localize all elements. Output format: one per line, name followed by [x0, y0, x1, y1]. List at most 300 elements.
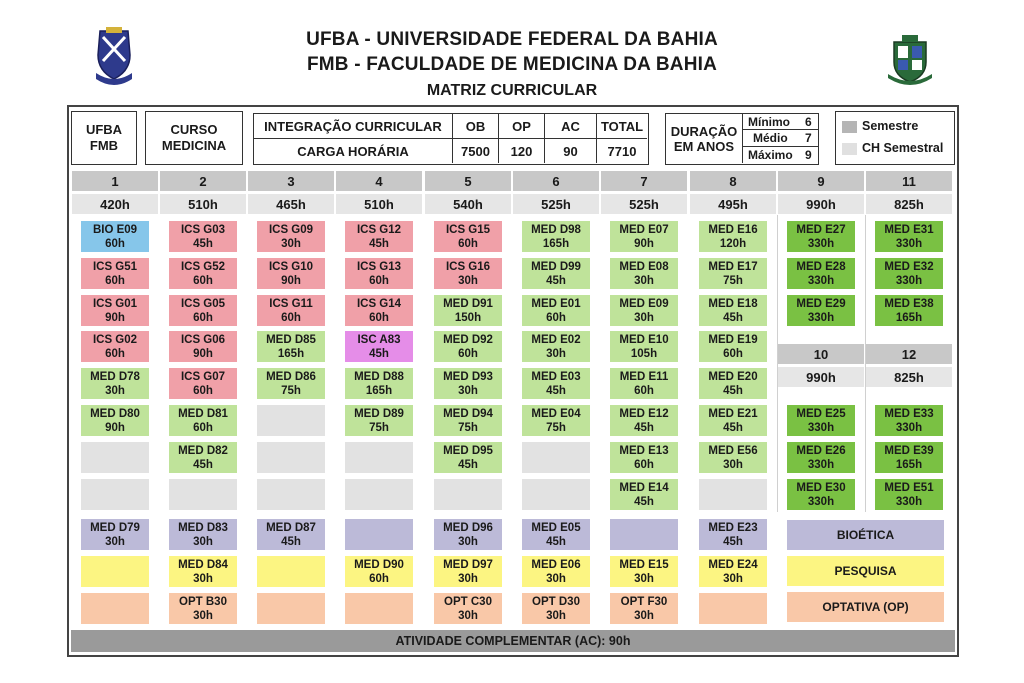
course-cell	[81, 519, 149, 550]
medio-label: Médio	[753, 131, 788, 145]
course-hours: 30h	[458, 535, 478, 548]
course-hours: 330h	[807, 495, 835, 508]
semester-number: 11	[865, 170, 953, 192]
course-cell	[345, 331, 413, 362]
course-cell	[257, 295, 325, 326]
course-hours: 330h	[895, 237, 923, 250]
ufba-fmb-box	[71, 111, 137, 165]
semester-number: 2	[159, 170, 247, 192]
course-hours: 30h	[281, 237, 301, 250]
course-hours: 60h	[723, 347, 743, 360]
course-cell	[522, 331, 590, 362]
empty-cell	[257, 405, 325, 436]
semester-hours: 525h	[512, 193, 600, 215]
course-code: MED E38	[884, 297, 934, 310]
course-code: MED E09	[619, 297, 669, 310]
course-hours: 30h	[723, 458, 743, 471]
course-hours: 75h	[723, 274, 743, 287]
course-hours: 60h	[546, 311, 566, 324]
course-hours: 30h	[546, 609, 566, 622]
course-hours: 75h	[458, 421, 478, 434]
course-code: MED E08	[619, 260, 669, 273]
maximo-label: Máximo	[748, 148, 793, 162]
medio-value: 7	[805, 131, 812, 145]
course-hours: 60h	[193, 311, 213, 324]
semester-hours: 510h	[335, 193, 423, 215]
course-hours: 45h	[723, 384, 743, 397]
course-code: MED E25	[796, 407, 846, 420]
empty-cell	[257, 593, 325, 624]
semester-number: 1	[71, 170, 159, 192]
internship-cell	[787, 405, 855, 436]
course-cell	[169, 593, 237, 624]
course-hours: 45h	[634, 421, 654, 434]
total-value: 7710	[597, 139, 647, 163]
course-cell	[257, 368, 325, 399]
ch-swatch	[842, 143, 857, 155]
semester-hours: 525h	[600, 193, 688, 215]
course-hours: 30h	[193, 572, 213, 585]
course-cell	[610, 331, 678, 362]
empty-cell	[522, 442, 590, 473]
course-hours: 45h	[281, 535, 301, 548]
course-cell	[345, 295, 413, 326]
course-cell	[610, 479, 678, 510]
course-code: MED E20	[708, 370, 758, 383]
empty-cell	[81, 442, 149, 473]
course-code: MED E01	[531, 297, 581, 310]
course-code: MED D90	[354, 558, 404, 571]
course-code: MED E56	[708, 444, 758, 457]
course-code: MED E23	[708, 521, 758, 534]
course-cell	[610, 593, 678, 624]
course-code: MED E51	[884, 481, 934, 494]
course-hours: 30h	[193, 609, 213, 622]
course-hours: 60h	[458, 237, 478, 250]
duration-label	[666, 114, 742, 163]
course-code: ICS G10	[268, 260, 314, 273]
course-cell	[257, 221, 325, 252]
course-code: MED E28	[796, 260, 846, 273]
course-hours: 75h	[281, 384, 301, 397]
course-cell	[257, 258, 325, 289]
course-hours: 60h	[105, 347, 125, 360]
internship-cell	[875, 442, 943, 473]
course-cell	[257, 519, 325, 550]
course-hours: 165h	[895, 311, 923, 324]
course-code: MED D96	[443, 521, 493, 534]
course-code: MED E39	[884, 444, 934, 457]
empty-cell	[257, 479, 325, 510]
course-cell	[345, 221, 413, 252]
fmb-label: FMB	[89, 138, 119, 153]
course-cell	[169, 295, 237, 326]
course-hours: 120h	[719, 237, 747, 250]
legend-box	[835, 111, 955, 165]
course-cell	[81, 405, 149, 436]
ufba-logo	[90, 25, 138, 91]
course-code: OPT C30	[444, 595, 492, 608]
maximo-row	[743, 147, 818, 163]
course-code: MED E24	[708, 558, 758, 571]
course-cell	[699, 368, 767, 399]
course-cell	[81, 368, 149, 399]
course-cell	[434, 368, 502, 399]
course-cell	[169, 442, 237, 473]
course-cell	[169, 519, 237, 550]
empty-cell	[81, 593, 149, 624]
integration-table	[253, 113, 649, 165]
atividade-complementar-bar: ATIVIDADE COMPLEMENTAR (AC): 90h	[71, 630, 955, 652]
course-hours: 45h	[723, 421, 743, 434]
course-hours: 60h	[105, 274, 125, 287]
course-cell	[699, 221, 767, 252]
semester-number: 10	[777, 343, 865, 365]
course-cell	[610, 405, 678, 436]
course-code: MED D78	[90, 370, 140, 383]
ufba-label: UFBA	[85, 122, 123, 137]
course-cell	[81, 331, 149, 362]
optativa-bar: OPTATIVA (OP)	[787, 592, 944, 622]
course-code: MED D98	[531, 223, 581, 236]
internship-cell	[875, 479, 943, 510]
course-code: ICS G01	[92, 297, 138, 310]
course-cell	[610, 295, 678, 326]
course-cell	[434, 258, 502, 289]
course-code: ISC A83	[357, 333, 401, 346]
internship-cell	[787, 479, 855, 510]
university-title: UFBA - UNIVERSIDADE FEDERAL DA BAHIA	[306, 29, 718, 50]
course-hours: 30h	[193, 535, 213, 548]
course-hours: 30h	[105, 535, 125, 548]
internship-cell	[787, 295, 855, 326]
duration-values	[742, 114, 817, 163]
course-code: MED D99	[531, 260, 581, 273]
course-hours: 60h	[369, 311, 389, 324]
course-code: MED E03	[531, 370, 581, 383]
course-cell	[257, 331, 325, 362]
semester-number: 12	[865, 343, 953, 365]
course-hours: 45h	[546, 384, 566, 397]
bioetica-bar: BIOÉTICA	[787, 520, 944, 550]
course-code: MED E21	[708, 407, 758, 420]
semester-number: 6	[512, 170, 600, 192]
course-code: MED E02	[531, 333, 581, 346]
course-code: ICS G02	[92, 333, 138, 346]
course-hours: 330h	[807, 421, 835, 434]
course-hours: 330h	[807, 274, 835, 287]
course-cell	[522, 258, 590, 289]
course-hours: 75h	[369, 421, 389, 434]
course-code: MED D86	[266, 370, 316, 383]
course-cell	[699, 258, 767, 289]
course-cell	[699, 556, 767, 587]
course-cell	[522, 368, 590, 399]
course-code: ICS G16	[445, 260, 491, 273]
column-divider	[777, 215, 778, 512]
course-cell	[522, 405, 590, 436]
course-hours: 330h	[895, 274, 923, 287]
course-cell	[699, 331, 767, 362]
course-cell	[345, 405, 413, 436]
empty-cell	[345, 519, 413, 550]
course-hours: 60h	[193, 274, 213, 287]
course-cell	[522, 295, 590, 326]
course-cell	[522, 519, 590, 550]
semester-hours: 540h	[424, 193, 512, 215]
internship-cell	[787, 221, 855, 252]
course-code: ICS G09	[268, 223, 314, 236]
course-hours: 30h	[458, 609, 478, 622]
course-code: MED E31	[884, 223, 934, 236]
minimo-value: 6	[805, 115, 812, 129]
course-hours: 30h	[458, 274, 478, 287]
empty-cell	[257, 556, 325, 587]
course-hours: 165h	[277, 347, 305, 360]
course-code: ICS G51	[92, 260, 138, 273]
course-hours: 75h	[546, 421, 566, 434]
course-cell	[699, 405, 767, 436]
ch-legend-label: CH Semestral	[862, 141, 944, 155]
course-cell	[610, 221, 678, 252]
course-hours: 45h	[369, 347, 389, 360]
course-hours: 45h	[458, 458, 478, 471]
course-hours: 30h	[634, 609, 654, 622]
course-code: MED E30	[796, 481, 846, 494]
course-code: MED E27	[796, 223, 846, 236]
empty-cell	[81, 479, 149, 510]
course-cell	[434, 593, 502, 624]
course-hours: 90h	[193, 347, 213, 360]
course-cell	[699, 442, 767, 473]
course-code: MED E32	[884, 260, 934, 273]
course-hours: 105h	[630, 347, 658, 360]
course-code: MED D80	[90, 407, 140, 420]
empty-cell	[345, 593, 413, 624]
course-hours: 165h	[365, 384, 393, 397]
maximo-value: 9	[805, 148, 812, 162]
course-code: ICS G06	[180, 333, 226, 346]
course-hours: 45h	[723, 311, 743, 324]
course-code: MED E11	[619, 370, 669, 383]
em-anos-text: EM ANOS	[673, 138, 735, 154]
course-code: MED E12	[619, 407, 669, 420]
course-hours: 150h	[454, 311, 482, 324]
internship-cell	[787, 442, 855, 473]
course-code: MED E29	[796, 297, 846, 310]
empty-cell	[522, 479, 590, 510]
course-code: MED D85	[266, 333, 316, 346]
course-cell	[522, 556, 590, 587]
course-hours: 330h	[895, 421, 923, 434]
course-cell	[610, 556, 678, 587]
curso-box	[145, 111, 243, 165]
course-code: OPT D30	[532, 595, 580, 608]
empty-cell	[699, 479, 767, 510]
course-code: ICS G13	[356, 260, 402, 273]
course-code: MED D83	[178, 521, 228, 534]
course-code: MED E17	[708, 260, 758, 273]
course-cell	[610, 258, 678, 289]
course-cell	[169, 331, 237, 362]
course-code: MED E04	[531, 407, 581, 420]
course-code: MED E26	[796, 444, 846, 457]
course-code: MED E07	[619, 223, 669, 236]
course-cell	[169, 368, 237, 399]
semester-hours: 825h	[865, 366, 953, 388]
course-code: ICS G07	[180, 370, 226, 383]
course-code: ICS G15	[445, 223, 491, 236]
semester-number: 7	[600, 170, 688, 192]
integracao-label: INTEGRAÇÃO CURRICULAR	[254, 114, 453, 139]
course-hours: 60h	[193, 384, 213, 397]
course-code: MED E33	[884, 407, 934, 420]
course-code: MED E19	[708, 333, 758, 346]
course-hours: 45h	[723, 535, 743, 548]
course-hours: 60h	[634, 384, 654, 397]
semester-hours: 495h	[689, 193, 777, 215]
course-hours: 90h	[105, 421, 125, 434]
course-code: MED D97	[443, 558, 493, 571]
course-hours: 60h	[634, 458, 654, 471]
course-cell	[169, 405, 237, 436]
page-title: MATRIZ CURRICULAR	[426, 82, 598, 99]
course-hours: 30h	[105, 384, 125, 397]
course-cell	[699, 519, 767, 550]
semester-hours: 990h	[777, 193, 865, 215]
course-hours: 330h	[807, 237, 835, 250]
course-code: MED E16	[708, 223, 758, 236]
duracao-text: DURAÇÃO	[670, 123, 738, 139]
course-cell	[345, 556, 413, 587]
course-code: MED E15	[619, 558, 669, 571]
empty-cell	[81, 556, 149, 587]
course-cell	[434, 405, 502, 436]
medicina-label: MEDICINA	[161, 138, 227, 153]
course-code: MED D95	[443, 444, 493, 457]
semester-number: 8	[689, 170, 777, 192]
course-code: MED D89	[354, 407, 404, 420]
course-cell	[434, 442, 502, 473]
course-code: OPT F30	[620, 595, 668, 608]
course-code: BIO E09	[92, 223, 138, 236]
minimo-row	[743, 114, 818, 130]
fmb-logo	[884, 32, 936, 86]
course-hours: 30h	[723, 572, 743, 585]
course-code: MED E10	[619, 333, 669, 346]
course-hours: 30h	[546, 572, 566, 585]
ac-value: 90	[545, 139, 597, 163]
course-code: ICS G12	[356, 223, 402, 236]
ac-header: AC	[545, 114, 597, 139]
course-hours: 330h	[807, 458, 835, 471]
course-code: MED E13	[619, 444, 669, 457]
course-cell	[81, 295, 149, 326]
curso-label: CURSO	[170, 122, 218, 137]
internship-cell	[875, 258, 943, 289]
empty-cell	[169, 479, 237, 510]
course-hours: 45h	[193, 237, 213, 250]
semestre-legend-label: Semestre	[862, 119, 919, 133]
course-hours: 45h	[546, 274, 566, 287]
course-hours: 45h	[546, 535, 566, 548]
course-code: MED D92	[443, 333, 493, 346]
course-hours: 90h	[634, 237, 654, 250]
course-cell	[610, 442, 678, 473]
course-hours: 330h	[807, 311, 835, 324]
empty-cell	[345, 442, 413, 473]
course-code: ICS G11	[269, 297, 313, 310]
course-hours: 30h	[458, 572, 478, 585]
empty-cell	[345, 479, 413, 510]
course-cell	[169, 556, 237, 587]
course-cell	[434, 556, 502, 587]
course-hours: 30h	[634, 274, 654, 287]
course-cell	[434, 519, 502, 550]
medio-row	[743, 130, 818, 147]
semester-hours: 990h	[777, 366, 865, 388]
empty-cell	[434, 479, 502, 510]
course-code: MED D88	[354, 370, 404, 383]
course-hours: 90h	[105, 311, 125, 324]
semester-hours: 825h	[865, 193, 953, 215]
course-code: MED D81	[178, 407, 228, 420]
empty-cell	[699, 593, 767, 624]
course-hours: 60h	[281, 311, 301, 324]
course-code: MED E05	[531, 521, 581, 534]
ob-header: OB	[453, 114, 499, 139]
ob-value: 7500	[453, 139, 499, 163]
course-cell	[169, 258, 237, 289]
course-code: MED E06	[531, 558, 581, 571]
course-hours: 45h	[369, 237, 389, 250]
course-hours: 165h	[895, 458, 923, 471]
course-hours: 60h	[193, 421, 213, 434]
course-code: MED D82	[178, 444, 228, 457]
course-cell	[81, 258, 149, 289]
course-code: ICS G03	[180, 223, 226, 236]
semester-hours: 420h	[71, 193, 159, 215]
course-cell	[522, 593, 590, 624]
course-cell	[345, 368, 413, 399]
course-code: MED D87	[266, 521, 316, 534]
empty-cell	[257, 442, 325, 473]
semester-number: 5	[424, 170, 512, 192]
course-code: MED D93	[443, 370, 493, 383]
course-code: MED D94	[443, 407, 493, 420]
carga-label: CARGA HORÁRIA	[254, 139, 453, 163]
course-hours: 30h	[634, 572, 654, 585]
empty-cell	[610, 519, 678, 550]
course-hours: 165h	[542, 237, 570, 250]
course-cell	[345, 258, 413, 289]
course-code: MED D91	[443, 297, 493, 310]
column-divider	[865, 215, 866, 512]
internship-cell	[787, 258, 855, 289]
course-code: MED E14	[619, 481, 669, 494]
course-cell	[434, 331, 502, 362]
course-cell	[522, 221, 590, 252]
internship-cell	[875, 221, 943, 252]
op-value: 120	[499, 139, 545, 163]
course-hours: 60h	[105, 237, 125, 250]
course-hours: 60h	[369, 274, 389, 287]
course-code: MED E18	[708, 297, 758, 310]
total-header: TOTAL	[597, 114, 647, 139]
faculty-title: FMB - FACULDADE DE MEDICINA DA BAHIA	[306, 54, 718, 75]
course-cell	[699, 295, 767, 326]
semester-number: 3	[247, 170, 335, 192]
